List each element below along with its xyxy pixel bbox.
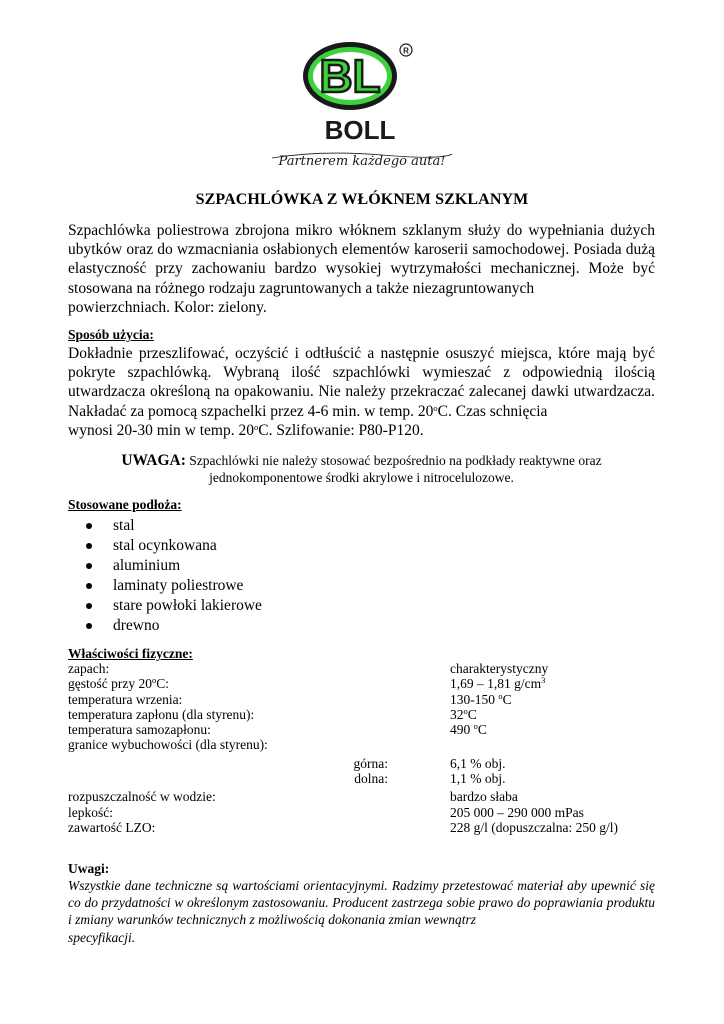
notes-heading: Uwagi: bbox=[68, 861, 110, 876]
bullet-icon bbox=[86, 583, 92, 589]
autoignition-value: 490 $^o$C bbox=[450, 721, 487, 738]
table-row bbox=[68, 789, 668, 804]
properties-heading: Właściwości fizyczne: bbox=[68, 646, 193, 661]
notes-text: Wszystkie dane techniczne są wartościami orientacyjnymi. Radzimy przetestować materiał aby upewnić się co do przydatności w określonym zastosowaniu. Producent zastrzega sobie prawo do poprawiania produktu i zmiany warunków technicznych z możliwością dokonania zmian wewnątrz bbox=[68, 878, 655, 928]
usage-text: Dokładnie przeszlifować, oczyścić i odtłuścić a następnie osuszyć miejsca, które mają być pokryte szpachlówką. Wybraną ilość szpachlówki wymieszać z odpowiednią ilością utwardzacza określoną na opakowaniu. Nie należy przekraczać zalecanej dawki utwardzacza. Nakładać za pomocą szpachelki przez 4-6 min. w temp. 20 bbox=[68, 345, 655, 420]
substrates-heading: Stosowane podłoża: bbox=[68, 497, 182, 512]
list-item: drewno bbox=[86, 616, 262, 636]
bullet-icon bbox=[86, 603, 92, 609]
table-row bbox=[68, 737, 668, 752]
logo-letters: BL bbox=[319, 50, 381, 102]
lower-limit-value: 1,1 % obj. bbox=[450, 771, 506, 787]
intro-text-end: powierzchniach. Kolor: zielony. bbox=[68, 298, 267, 316]
usage-text-2: C. Czas schnięcia bbox=[437, 402, 548, 420]
list-item: stal ocynkowana bbox=[86, 536, 262, 556]
usage-text-4: C. Szlifowanie: P80-P120. bbox=[258, 421, 424, 439]
list-item: stare powłoki lakierowe bbox=[86, 596, 262, 616]
viscosity-label: lepkość: bbox=[68, 804, 113, 820]
properties-table bbox=[68, 661, 668, 835]
logo-wordmark: BOLL bbox=[324, 115, 396, 145]
explosive-limits-label: granice wybuchowości (dla styrenu): bbox=[68, 737, 268, 753]
voc-label: zawartość LZO: bbox=[68, 819, 156, 835]
usage-degree-sup: o bbox=[433, 402, 438, 413]
notes-text-end: specyfikacji. bbox=[68, 929, 136, 945]
warning-line-1: Szpachlówki nie należy stosować bezpośrednio na podkłady reaktywne oraz bbox=[189, 453, 602, 468]
table-row bbox=[68, 771, 668, 786]
density-label: gęstość przy 20$^o$C: bbox=[68, 675, 169, 692]
intro-text: Szpachlówka poliestrowa zbrojona mikro włóknem szklanym służy do wypełniania dużych ubytków oraz do wzmacniania osłabionych elementów karoserii samochodowej. Posiada dużą elastyczność przy zachowaniu bardzo wysokiej wytrzymałości mechanicznej. Może być stosowana na różnego rodzaju zagruntowanych a także niezagruntowanych bbox=[68, 222, 655, 297]
registered-mark: R bbox=[403, 46, 409, 56]
bullet-icon bbox=[86, 563, 92, 569]
warning-box bbox=[68, 452, 655, 486]
density-value: 1,69 – 1,81 $g/cm^3$ bbox=[450, 675, 546, 692]
intro-paragraph bbox=[68, 221, 655, 317]
notes-paragraph bbox=[68, 877, 655, 946]
usage-paragraph bbox=[68, 344, 655, 440]
table-row bbox=[68, 661, 668, 676]
table-row bbox=[68, 676, 668, 691]
upper-limit-label: górna: bbox=[353, 755, 388, 771]
smell-label: zapach: bbox=[68, 661, 110, 676]
warning-line-2: jednokomponentowe środki akrylowe i nitrocelulozowe. bbox=[209, 470, 514, 485]
table-row bbox=[68, 692, 668, 707]
bullet-icon bbox=[86, 623, 92, 629]
upper-limit-value: 6,1 % obj. bbox=[450, 755, 506, 771]
solubility-label: rozpuszczalność w wodzie: bbox=[68, 789, 216, 805]
bullet-icon bbox=[86, 523, 92, 529]
boll-logo bbox=[262, 38, 462, 178]
warning-label: UWAGA: bbox=[121, 452, 186, 469]
flash-value: 32$^o$C bbox=[450, 705, 477, 722]
usage-heading: Sposób użycia: bbox=[68, 327, 154, 342]
list-item: stal bbox=[86, 516, 262, 536]
substrates-list bbox=[86, 516, 262, 636]
list-item: aluminium bbox=[86, 556, 262, 576]
table-row bbox=[68, 722, 668, 737]
table-row bbox=[68, 707, 668, 722]
usage-degree-sup-2: o bbox=[254, 421, 259, 432]
logo-slogan: Partnerem każdego auta! bbox=[278, 154, 446, 169]
autoignition-label: temperatura samozapłonu: bbox=[68, 722, 211, 738]
lower-limit-label: dolna: bbox=[354, 771, 388, 787]
usage-text-3: wynosi 20-30 min w temp. 20 bbox=[68, 421, 254, 439]
page-title: SZPACHLÓWKA Z WŁÓKNEM SZKLANYM bbox=[195, 191, 529, 208]
boiling-label: temperatura wrzenia: bbox=[68, 691, 183, 707]
table-row bbox=[68, 756, 668, 771]
bullet-icon bbox=[86, 543, 92, 549]
table-row bbox=[68, 820, 668, 835]
flash-label: temperatura zapłonu (dla styrenu): bbox=[68, 706, 255, 722]
boiling-value: 130-150 $^o$C bbox=[450, 690, 512, 707]
boll-logo-graphic bbox=[262, 38, 462, 178]
table-row bbox=[68, 805, 668, 820]
list-item: laminaty poliestrowe bbox=[86, 576, 262, 596]
viscosity-value: 205 000 – 290 000 mPas bbox=[450, 804, 584, 820]
solubility-value: bardzo słaba bbox=[450, 789, 518, 805]
voc-value: 228 g/l (dopuszczalna: 250 g/l) bbox=[450, 819, 618, 835]
smell-value: charakterystyczny bbox=[450, 661, 549, 676]
